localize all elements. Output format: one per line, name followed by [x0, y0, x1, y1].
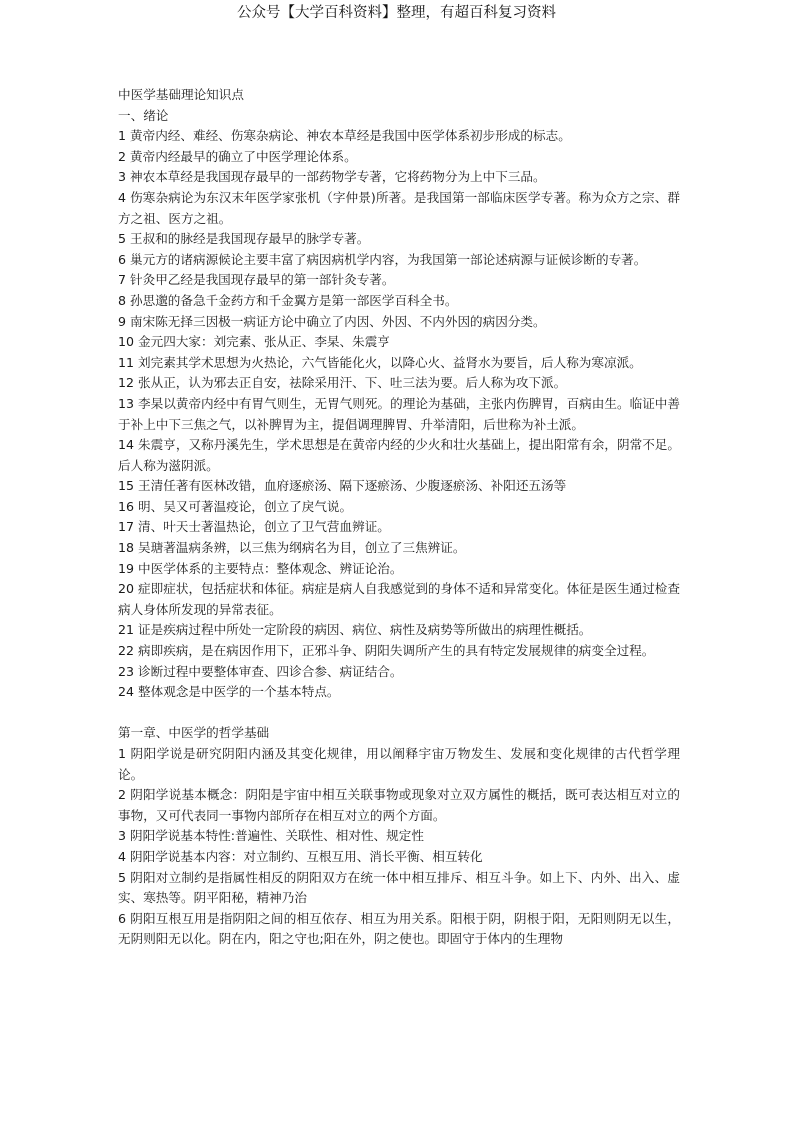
list-item: 23 诊断过程中要整体审查、四诊合参、病证结合。 — [118, 663, 403, 679]
list-item: 5 王叔和的脉经是我国现存最早的脉学专著。 — [118, 231, 370, 247]
document-title: 中医学基础理论知识点 — [118, 87, 244, 102]
list-item: 24 整体观念是中医学的一个基本特点。 — [118, 684, 340, 700]
list-item: 14 朱震亨，又称丹溪先生，学术思想是在黄帝内经的少火和壮火基础上，提出阳常有余，阴常不足。后人称为滋阴派。 — [118, 437, 680, 473]
list-item: 19 中医学体系的主要特点：整体观念、辨证论治。 — [118, 560, 403, 576]
list-item: 1 阴阳学说是研究阴阳内涵及其变化规律，用以阐释宇宙万物发生、发展和变化规律的古代哲学理论。 — [118, 746, 680, 782]
list-item: 2 阴阳学说基本概念：阴阳是宇宙中相互关联事物或现象对立双方属性的概括，既可表达相互对立的事物，又可代表同一事物内部所存在相互对立的两个方面。 — [118, 787, 680, 823]
list-item: 5 阴阳对立制约是指属性相反的阴阳双方在统一体中相互排斥、相互斗争。如上下、内外、出入、虚实、寒热等。阴平阳秘，精神乃治 — [118, 869, 680, 906]
list-item: 22 病即疾病，是在病因作用下，正邪斗争、阴阳失调所产生的具有特定发展规律的病变全过程。 — [118, 643, 655, 659]
list-item: 16 明、吴又可著温疫论，创立了戾气说。 — [118, 498, 353, 514]
section-heading-chapter1: 第一章、中医学的哲学基础 — [118, 725, 270, 741]
document-body — [118, 85, 680, 950]
list-item: 10 金元四大家：刘完素、张从正、李杲、朱震亨 — [118, 334, 390, 350]
list-item: 11 刘完素其学术思想为火热论，六气皆能化火，以降心火、益肾水为要旨，后人称为寒凉派。 — [118, 354, 642, 370]
section-spacer — [118, 703, 680, 724]
list-item: 6 阴阳互根互用是指阴阳之间的相互依存、相互为用关系。阳根于阴，阴根于阳，无阳则阴无以生，无阴则阳无以化。阴在内，阳之守也;阳在外，阴之使也。即固守于体内的生理物 — [118, 910, 680, 947]
list-item: 18 吴瑭著温病条辨，以三焦为纲病名为目，创立了三焦辨证。 — [118, 540, 466, 556]
list-item: 3 阴阳学说基本特性:普遍性、关联性、相对性、规定性 — [118, 828, 424, 844]
list-item: 3 神农本草经是我国现存最早的一部药物学专著，它将药物分为上中下三品。 — [118, 169, 546, 185]
list-item: 15 王清任著有医林改错，血府逐瘀汤、隔下逐瘀汤、少腹逐瘀汤、补阳还五汤等 — [118, 478, 567, 494]
list-item: 9 南宋陈无择三因极一病证方论中确立了内因、外因、不内外因的病因分类。 — [118, 313, 546, 329]
list-item: 12 张从正，认为邪去正自安，祛除采用汗、下、吐三法为要。后人称为攻下派。 — [118, 375, 567, 391]
list-item: 21 证是疾病过程中所处一定阶段的病因、病位、病性及病势等所做出的病理性概括。 — [118, 622, 592, 638]
list-item: 1 黄帝内经、难经、伤寒杂病论、神农本草经是我国中医学体系初步形成的标志。 — [118, 128, 571, 144]
list-item: 2 黄帝内经最早的确立了中医学理论体系。 — [118, 148, 357, 164]
list-item: 4 阴阳学说基本内容：对立制约、互根互用、消长平衡、相互转化 — [118, 848, 483, 864]
list-item: 7 针灸甲乙经是我国现存最早的第一部针灸专著。 — [118, 272, 395, 288]
list-item: 20 症即症状，包括症状和体征。病症是病人自我感觉到的身体不适和异常变化。体征是医生通过检查病人身体所发现的异常表征。 — [118, 581, 680, 617]
list-item: 13 李杲以黄帝内经中有胃气则生，无胃气则死。的理论为基础，主张内伤脾胃，百病由生。临证中善于补上中下三焦之气，以补脾胃为主，提倡调理脾胃、升举清阳，后世称为补土派。 — [118, 395, 680, 432]
intro-list — [118, 126, 680, 703]
list-item: 8 孙思邈的备急千金药方和千金翼方是第一部医学百科全书。 — [118, 292, 458, 308]
section-heading-intro: 一、绪论 — [118, 107, 169, 123]
list-item: 17 清、叶天士著温热论，创立了卫气营血辨证。 — [118, 519, 390, 535]
list-item: 4 伤寒杂病论为东汉末年医学家张机（字仲景)所著。是我国第一部临床医学专著。称为众方之宗、群方之祖、医方之祖。 — [118, 189, 680, 226]
chapter1-list — [118, 744, 680, 950]
page-header-banner: 公众号【大学百科资料】整理，有超百科复习资料 — [237, 5, 556, 21]
list-item: 6 巢元方的诸病源候论主要丰富了病因病机学内容，为我国第一部论述病源与证候诊断的专著。 — [118, 251, 647, 267]
